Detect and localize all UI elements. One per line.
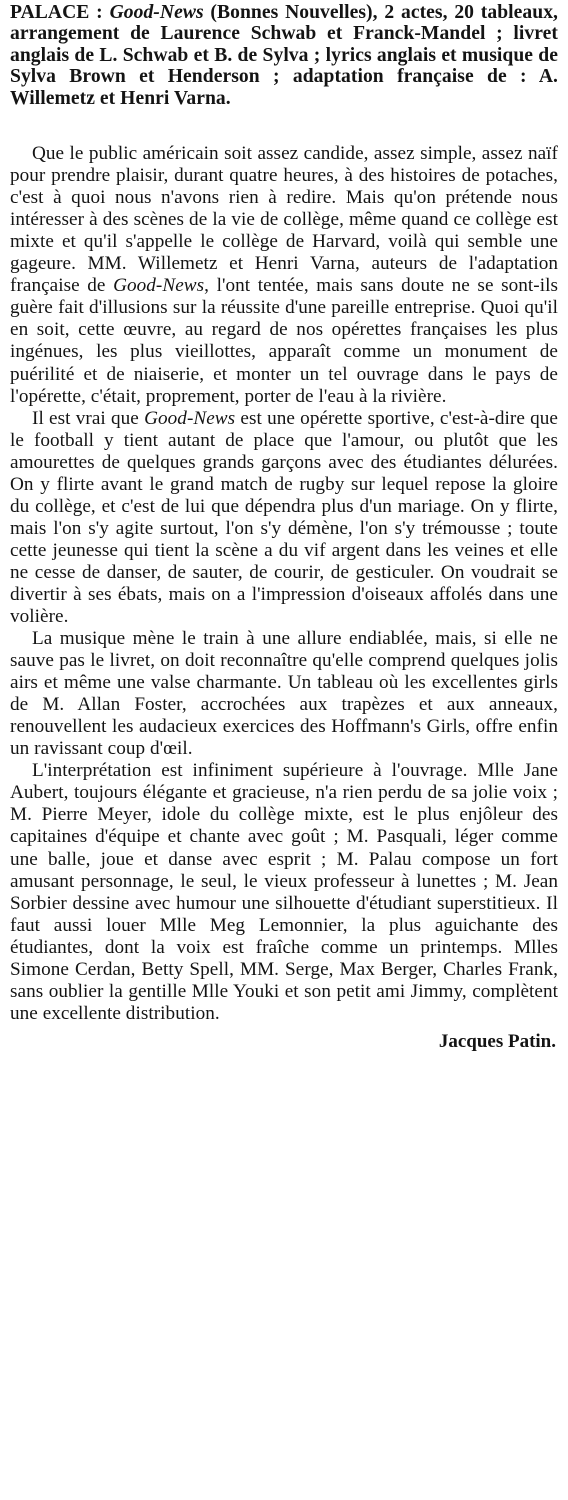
review-article [10,2,558,1053]
italic-title: Good-News [113,275,205,297]
paragraph-text: Il est vrai que [32,407,145,429]
review-paragraph [10,760,558,1025]
show-title: Good-News [109,2,204,23]
paragraph-text: L'interprétation est infiniment supérieure à l'ouvrage. Mlle Jane Aubert, toujours élégante et gracieuse, n'a rien perdu de sa jolie voix ; M. Pierre Meyer, idole du collège mixte, est le plus enjôleur des capitaines d'équipe et chante avec goût ; M. Pasquali, léger comme une balle, joue et danse avec esprit ; M. Palau compose un fort amusant personnage, le seul, le vieux professeur à lunettes ; M. Jean Sorbier dessine avec humour une silhouette d'étudiant superstitieux. Il faut aussi louer Mlle Meg Lemonnier, la plus aguichante des étudiantes, dont la voix est fraîche comme un printemps. Mlles Simone Cerdan, Betty Spell, MM. Serge, Max Berger, Charles Frank, sans oublier la gentille Mlle Youki et son petit ami Jimmy, complètent une excellente distribution. [10,760,558,1024]
heading-separator [10,109,558,143]
author-signature: Jacques Patin. [438,1030,556,1052]
review-heading [10,2,558,109]
review-body [10,143,558,1025]
venue-name: PALACE : [10,2,103,23]
paragraph-text: est une opérette sportive, c'est-à-dire que le football y tient autant de place que l'amour, ou plutôt que les amourettes de quelques grands garçons avec des étudiantes délurées. On y flirte avant le grand match de rugby sur lequel repose la gloire du collège, et c'est de lui que dépendra plus d'un mariage. On y flirte, mais l'on s'y agite surtout, l'on s'y démène, l'on s'y trémousse ; toute cette jeunesse qui tient la scène a du vif argent dans les veines et elle ne cesse de danser, de sauter, de courir, de gesticuler. On voudrait se divertir à ses ébats, mais on a l'impression d'oiseaux affolés dans une volière. [10,407,558,628]
review-paragraph [10,628,558,760]
paragraph-text: Que le public américain soit assez candide, assez simple, assez naïf pour prendre plaisir, durant quatre heures, à des histoires de potaches, c'est à quoi nous n'avons rien à redire. Mais qu'on prétende nous intéresser à des scènes de la vie de collège, même quand ce collège est mixte et qu'il s'appelle le collège de Harvard, voilà qui semble une gageure. MM. Willemetz et Henri Varna, auteurs de l'adaptation française de [10,143,558,297]
review-paragraph [10,408,558,628]
review-paragraph [10,143,558,408]
italic-title: Good-News [144,407,236,429]
paragraph-text: La musique mène le train à une allure endiablée, mais, si elle ne sauve pas le livret, on doit reconnaître qu'elle comprend quelques jolis airs et même une valse charmante. Un tableau où les excellentes girls de M. Allan Foster, accrochées aux trapèzes et aux anneaux, renouvellent les audacieux exercices des Hoffmann's Girls, offre enfin un ravissant coup d'œil. [10,628,558,760]
show-details: (Bonnes Nouvelles), 2 actes, 20 tableaux, arrangement de Laurence Schwab et Franck-Mandel ; livret anglais de L. Schwab et B. de Sylva ; lyrics anglais et musique de Sylva Brown et Henderson ; adaptation française de : A. Willemetz et Henri Varna. [10,2,558,109]
paragraph-text: , l'ont tentée, mais sans doute ne se sont-ils guère fait d'illusions sur la réussite d'une pareille entreprise. Quoi qu'il en soit, cette œuvre, au regard de nos opérettes françaises les plus ingénues, les plus vieillottes, apparaît comme un monument de puérilité et de niaiserie, et monter un tel ouvrage dans le pays de l'opérette, c'était, proprement, porter de l'eau à la rivière. [10,275,559,407]
